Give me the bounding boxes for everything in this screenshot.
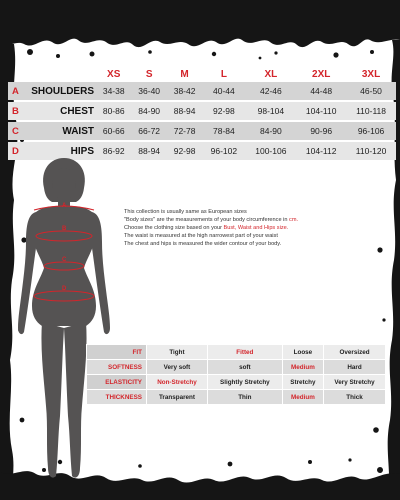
row-letter: A [8,82,22,100]
size-value: 42-46 [245,82,296,100]
size-value: 100-106 [245,142,296,160]
fabric-option-selected: Fitted [207,345,282,360]
size-header: S [145,68,153,80]
fabric-option: Stretchy [282,375,323,390]
size-value: 110-118 [346,102,396,120]
fabric-row-thickness [87,390,386,405]
size-value: 60-66 [96,122,131,140]
row-letter: B [8,102,22,120]
fabric-option: Thick [324,390,386,405]
size-header: L [220,68,227,80]
fabric-row-softness [87,360,386,375]
size-header: XS [107,68,121,80]
body-silhouette [0,150,128,490]
row-letter: D [8,142,22,160]
size-header-row [8,68,396,80]
note-line: This collection is usually same as European sizes [124,209,247,215]
guide-label-b: B [62,226,67,232]
corner-cell [22,68,96,80]
fabric-option: soft [207,360,282,375]
size-value: 90-96 [296,122,346,140]
measurement-row-shoulders [8,82,396,100]
fabric-option: Oversized [324,345,386,360]
note-line: Choose the clothing size based on your Bust, Waist and Hips size. [124,225,289,231]
size-value: 38-42 [167,82,202,100]
size-value: 84-90 [131,102,166,120]
note-highlight: cm. [289,217,299,223]
fabric-row-elasticity [87,375,386,390]
note-line: The waist is measured at the high narrowest part of your waist [124,233,278,239]
fabric-option: Loose [282,345,323,360]
measurement-name: WAIST [22,122,96,140]
guide-label-d: D [62,286,67,292]
fabric-option: Transparent [147,390,208,405]
measurement-name: CHEST [22,102,96,120]
corner-cell [8,68,22,80]
size-value: 92-98 [202,102,245,120]
size-chart-table [8,66,396,162]
size-value: 96-102 [202,142,245,160]
note-line: The chest and hips is measured the wider contour of your body. [124,241,282,247]
size-value: 44-48 [296,82,346,100]
size-value: 104-110 [296,102,346,120]
guide-label-c: C [62,257,67,263]
size-value: 66-72 [131,122,166,140]
size-value: 98-104 [245,102,296,120]
size-header: 3XL [361,68,381,80]
fabric-option: Tight [147,345,208,360]
measurement-notes [124,208,364,248]
size-value: 110-120 [346,142,396,160]
size-value: 34-38 [96,82,131,100]
size-value: 84-90 [245,122,296,140]
size-value: 96-106 [346,122,396,140]
measurement-row-chest [8,102,396,120]
measurement-name: HIPS [22,142,96,160]
fabric-property-label: SOFTNESS [87,360,147,375]
fabric-property-label: THICKNESS [87,390,147,405]
guide-label-a: A [62,203,67,209]
size-header: XL [264,68,278,80]
fabric-row-fit [87,345,386,360]
fabric-properties-table [86,344,386,405]
size-value: 46-50 [346,82,396,100]
fabric-option: Very soft [147,360,208,375]
size-value: 104-112 [296,142,346,160]
fabric-property-label: FIT [87,345,147,360]
size-value: 80-86 [96,102,131,120]
fabric-option: Hard [324,360,386,375]
measurement-row-waist [8,122,396,140]
size-value: 40-44 [202,82,245,100]
note-highlight: Bust, Waist and Hips size. [223,225,289,231]
fabric-option: Slightly Stretchy [207,375,282,390]
fabric-option: Very Stretchy [324,375,386,390]
size-value: 88-94 [131,142,166,160]
size-value: 36-40 [131,82,166,100]
measurement-name: SHOULDERS [22,82,96,100]
row-letter: C [8,122,22,140]
fabric-property-label: ELASTICITY [87,375,147,390]
fabric-option: Thin [207,390,282,405]
size-value: 72-78 [167,122,202,140]
size-header: M [180,68,189,80]
note-line: "Body sizes" are the measurements of your body circumference in cm. [124,217,299,223]
size-header: 2XL [312,68,331,80]
fabric-option-selected: Medium [282,360,323,375]
fabric-option-selected: Medium [282,390,323,405]
size-value: 86-92 [96,142,131,160]
size-value: 88-94 [167,102,202,120]
fabric-option-selected: Non-Stretchy [147,375,208,390]
size-value: 92-98 [167,142,202,160]
size-value: 78-84 [202,122,245,140]
